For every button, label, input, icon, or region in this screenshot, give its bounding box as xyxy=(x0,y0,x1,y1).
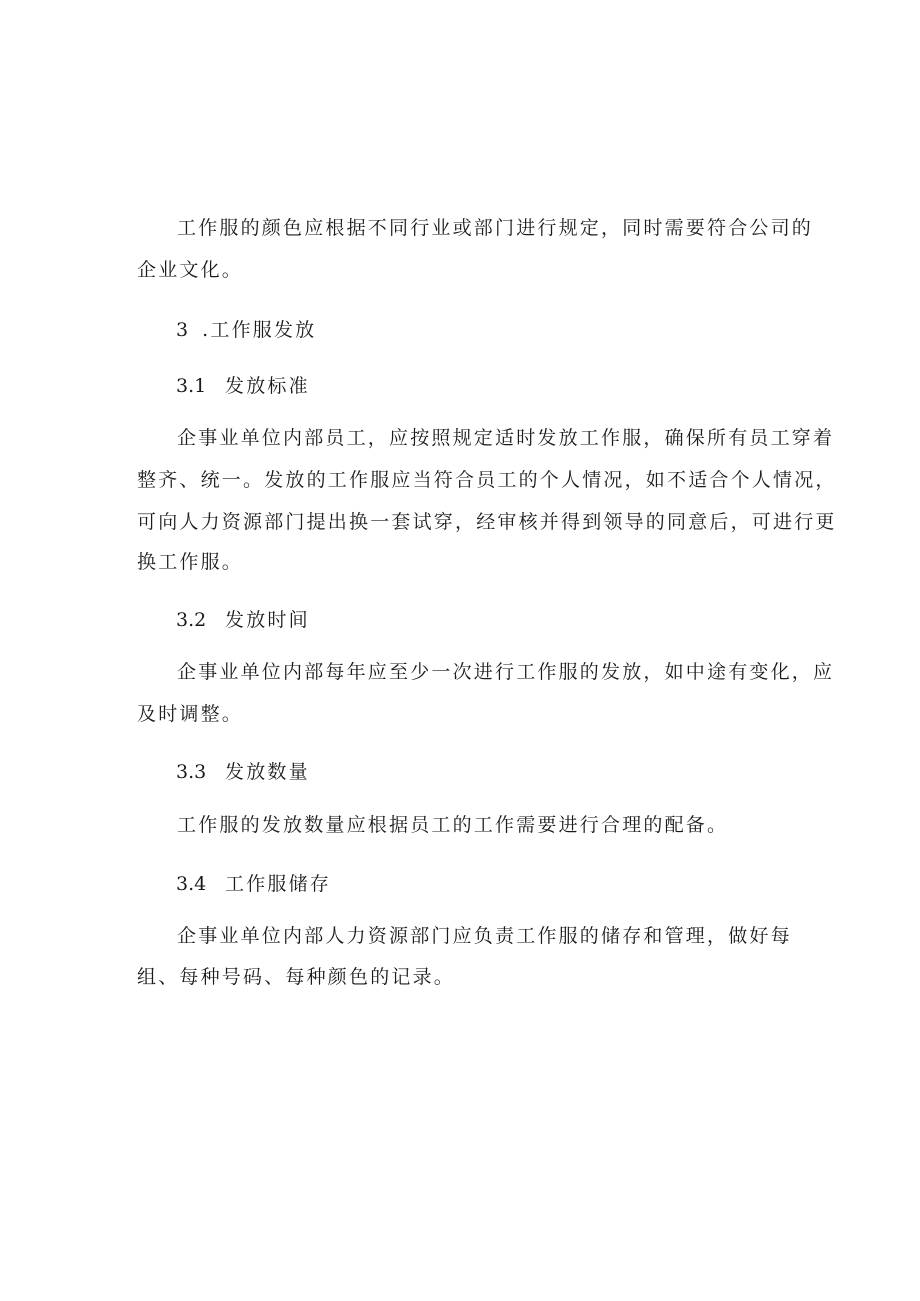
section-3-1-title: 发放标准 xyxy=(225,375,310,397)
s3-4-line-1: 企事业单位内部人力资源部门应负责工作服的储存和管理，做好每 xyxy=(177,925,792,947)
section-3-4-title: 工作服储存 xyxy=(225,873,332,895)
s3-2-line-2: 及时调整。 xyxy=(137,703,244,725)
section-3-3-heading xyxy=(176,760,310,784)
section-3-4-number: 3.4 xyxy=(176,873,207,895)
s3-2-line-1: 企事业单位内部每年应至少一次进行工作服的发放，如中途有变化，应 xyxy=(177,661,835,683)
section-3-2-number: 3.2 xyxy=(176,609,207,631)
section-3-2-heading xyxy=(176,608,310,632)
section-3-1-heading xyxy=(176,374,310,398)
section-3-1-number: 3.1 xyxy=(176,375,207,397)
section-3-title: .工作服发放 xyxy=(202,319,317,341)
intro-line-2: 企业文化。 xyxy=(137,259,244,281)
intro-line-1: 工作服的颜色应根据不同行业或部门进行规定，同时需要符合公司的 xyxy=(177,217,814,239)
section-3-heading xyxy=(176,318,316,342)
s3-1-line-2: 整齐、统一。发放的工作服应当符合员工的个人情况，如不适合个人情况， xyxy=(137,469,837,491)
section-3-3-number: 3.3 xyxy=(176,761,207,783)
s3-3-line-1: 工作服的发放数量应根据员工的工作需要进行合理的配备。 xyxy=(177,814,729,836)
s3-1-line-4: 换工作服。 xyxy=(137,551,244,573)
section-3-3-title: 发放数量 xyxy=(225,761,310,783)
s3-1-line-1: 企事业单位内部员工，应按照规定适时发放工作服，确保所有员工穿着 xyxy=(177,427,835,449)
s3-4-line-2: 组、每种号码、每种颜色的记录。 xyxy=(137,966,456,988)
section-3-2-title: 发放时间 xyxy=(225,609,310,631)
s3-1-line-3: 可向人力资源部门提出换一套试穿，经审核并得到领导的同意后，可进行更 xyxy=(137,511,837,533)
section-3-4-heading xyxy=(176,872,331,896)
section-3-number: 3 xyxy=(176,319,189,341)
